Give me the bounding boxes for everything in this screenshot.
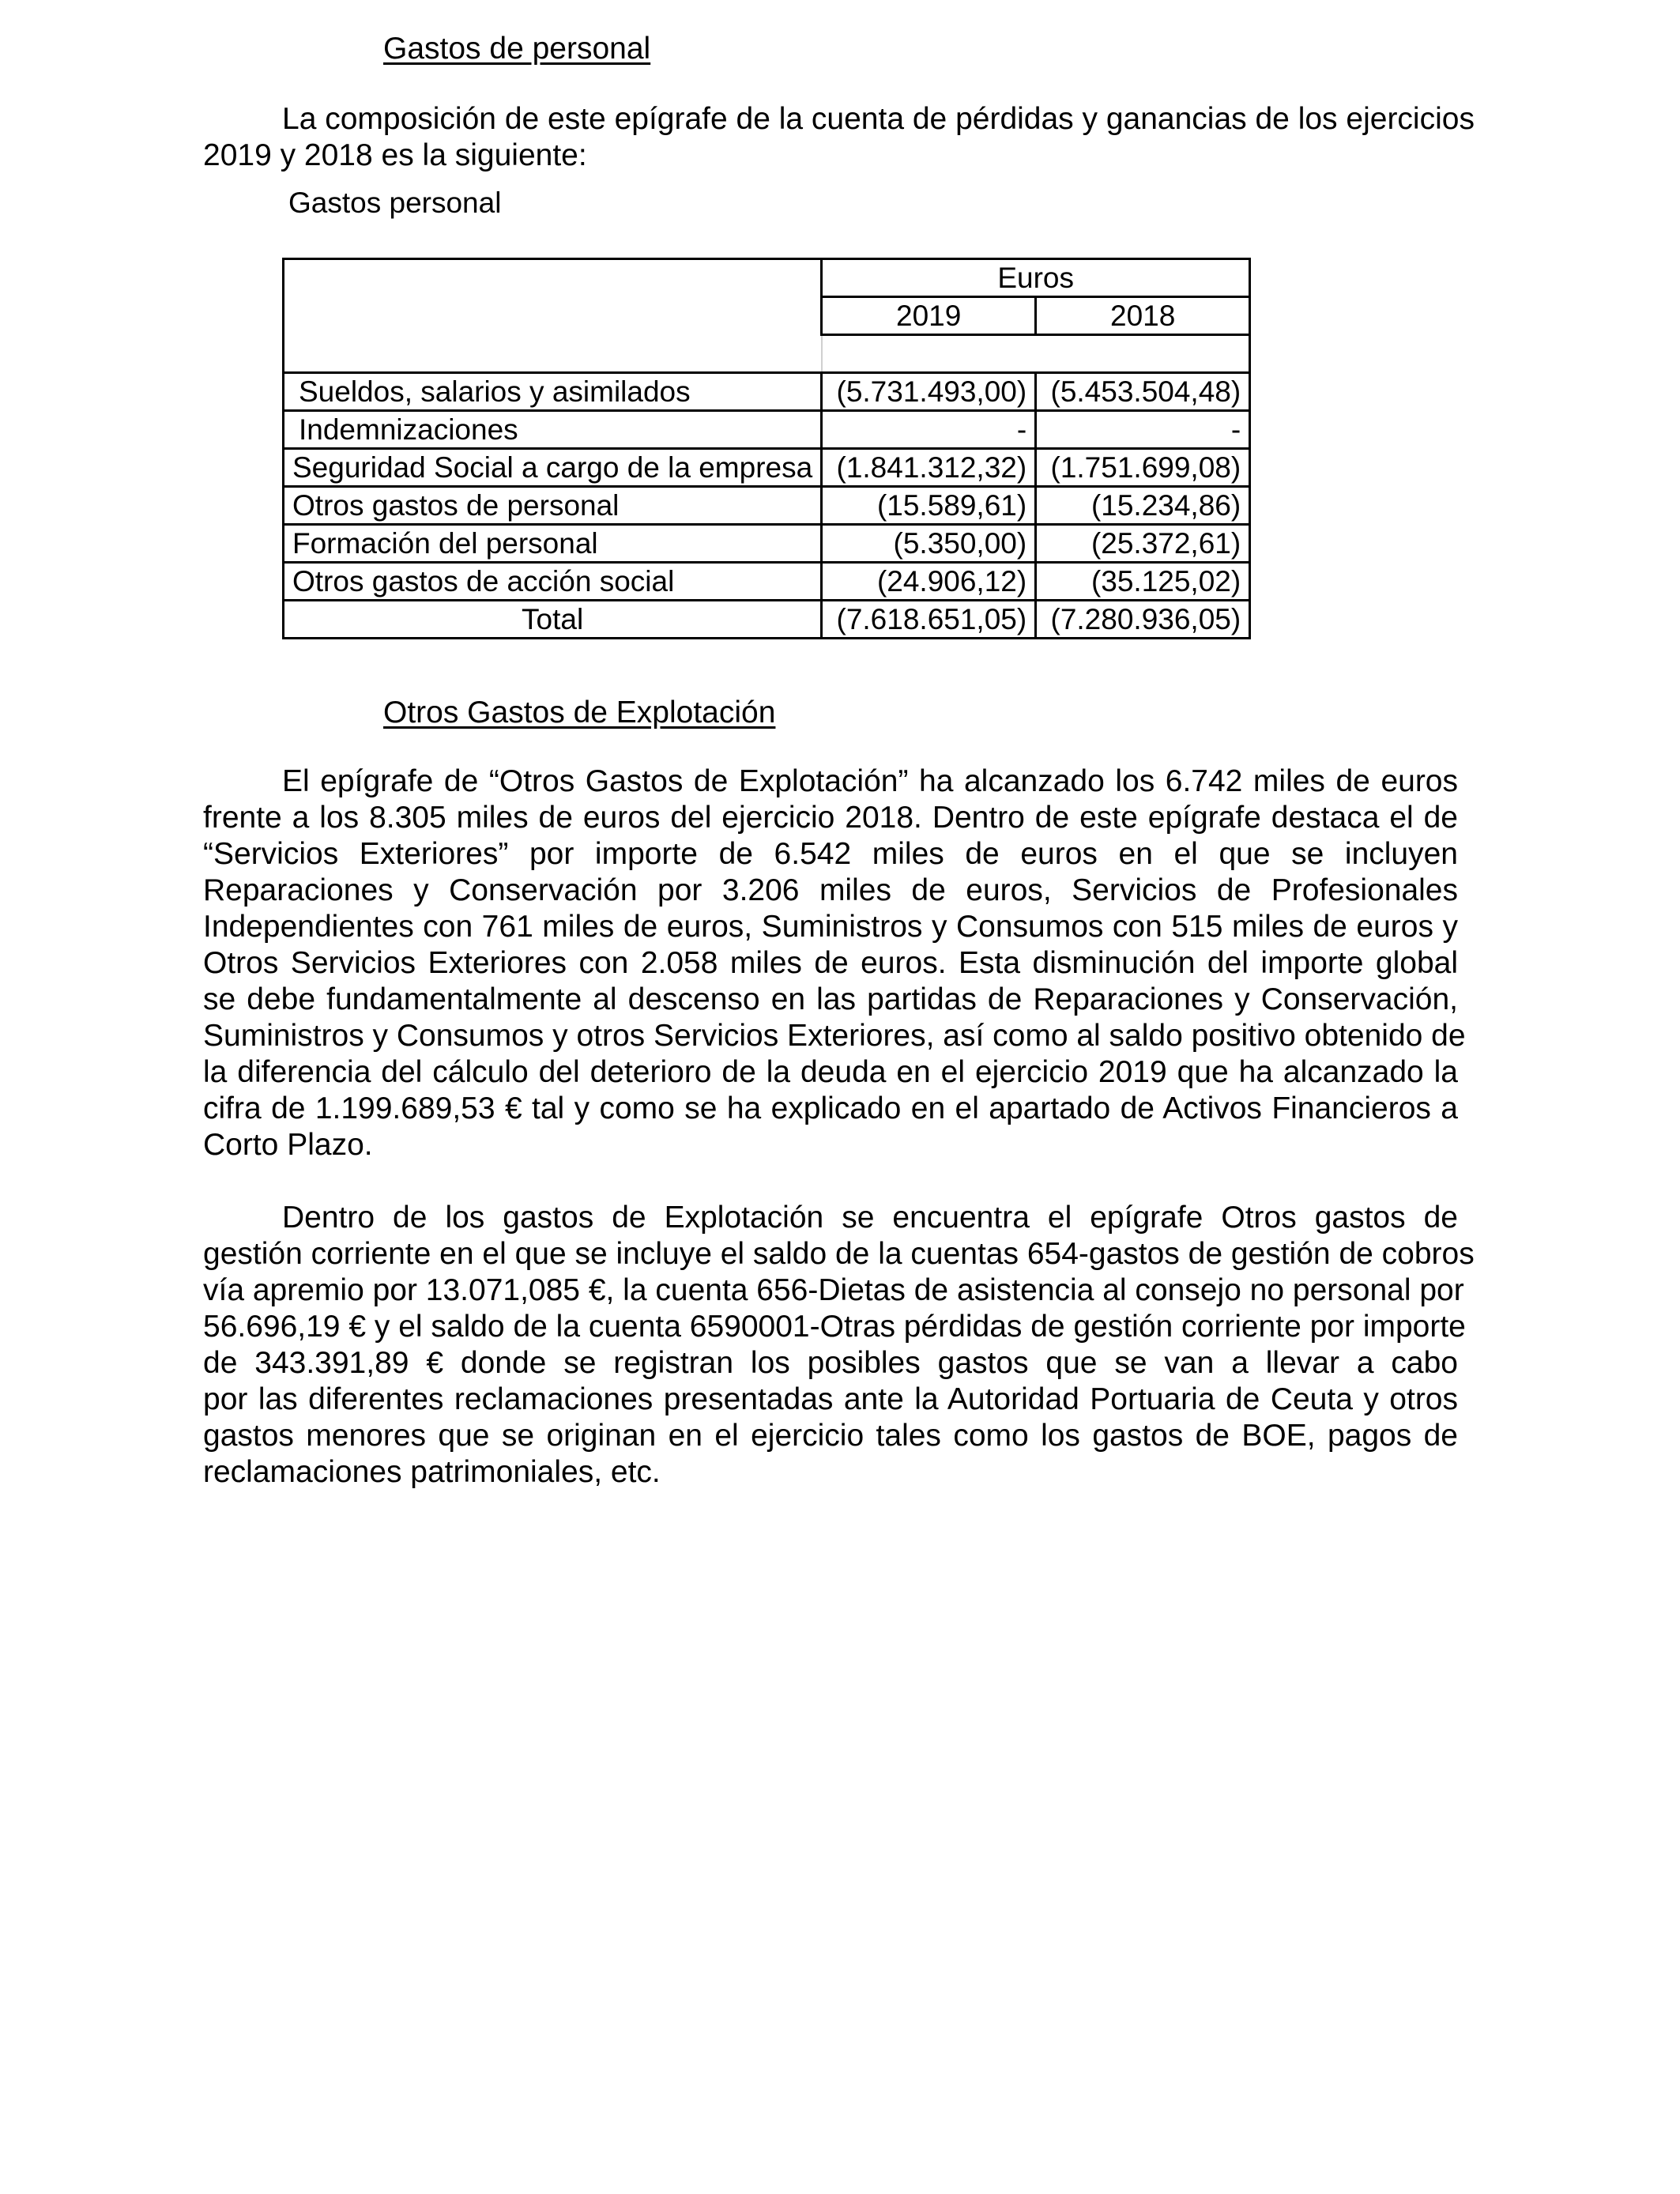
row-value-2019: (5.350,00) bbox=[822, 525, 1036, 563]
intro-paragraph bbox=[203, 101, 1475, 174]
table-row bbox=[284, 373, 1250, 411]
paragraph-line: Suministros y Consumos y otros Servicios Exteriores, así como al saldo positivo obtenido de bbox=[203, 1019, 1466, 1053]
paragraph-line: Corto Plazo. bbox=[203, 1128, 373, 1162]
header-year-2019: 2019 bbox=[822, 297, 1036, 335]
table-caption: Gastos personal bbox=[288, 187, 502, 219]
row-value-2019: (24.906,12) bbox=[822, 563, 1036, 601]
paragraph-line: cifra de 1.199.689,53 € tal y como se ha explicado en el apartado de Activos Financieros a bbox=[203, 1091, 1458, 1125]
row-label: Sueldos, salarios y asimilados bbox=[284, 373, 822, 411]
row-label: Otros gastos de acción social bbox=[284, 563, 822, 601]
spacer-cell bbox=[284, 335, 822, 373]
paragraph-line: 56.696,19 € y el saldo de la cuenta 6590001-Otras pérdidas de gestión corriente por importe bbox=[203, 1310, 1466, 1344]
table-row bbox=[284, 449, 1250, 487]
row-value-2018: - bbox=[1036, 411, 1250, 449]
gastos-personal-table bbox=[282, 258, 1251, 639]
header-year-2018: 2018 bbox=[1036, 297, 1250, 335]
paragraph-line: Dentro de los gastos de Explotación se encuentra el epígrafe Otros gastos de bbox=[282, 1201, 1458, 1235]
row-value-2018: (5.453.504,48) bbox=[1036, 373, 1250, 411]
row-value-2019: - bbox=[822, 411, 1036, 449]
table-row bbox=[284, 563, 1250, 601]
paragraph-line: gestión corriente en el que se incluye el saldo de la cuentas 654-gastos de gestión de cobros bbox=[203, 1237, 1475, 1271]
table-row bbox=[284, 525, 1250, 563]
table-row bbox=[284, 411, 1250, 449]
row-value-2018: (1.751.699,08) bbox=[1036, 449, 1250, 487]
table-years-row bbox=[284, 297, 1250, 335]
paragraph-line: reclamaciones patrimoniales, etc. bbox=[203, 1455, 661, 1489]
paragraph-line: frente a los 8.305 miles de euros del ejercicio 2018. Dentro de este epígrafe destaca el de bbox=[203, 801, 1458, 835]
spacer-cell bbox=[1036, 335, 1250, 373]
table-row bbox=[284, 487, 1250, 525]
row-value-2018: (35.125,02) bbox=[1036, 563, 1250, 601]
paragraph-line: Reparaciones y Conservación por 3.206 miles de euros, Servicios de Profesionales bbox=[203, 873, 1458, 907]
row-label: Seguridad Social a cargo de la empresa bbox=[284, 449, 822, 487]
section-heading-otros-gastos: Otros Gastos de Explotación bbox=[383, 696, 776, 729]
paragraph-line: gastos menores que se originan en el ejercicio tales como los gastos de BOE, pagos de bbox=[203, 1419, 1458, 1453]
table-total-row bbox=[284, 601, 1250, 639]
total-label: Total bbox=[284, 601, 822, 639]
section-heading-gastos-personal: Gastos de personal bbox=[383, 32, 651, 66]
paragraph-line: la diferencia del cálculo del deterioro de la deuda en el ejercicio 2019 que ha alcanzado la bbox=[203, 1055, 1458, 1089]
table-spacer-row bbox=[284, 335, 1250, 373]
row-value-2018: (25.372,61) bbox=[1036, 525, 1250, 563]
total-value-2019: (7.618.651,05) bbox=[822, 601, 1036, 639]
explotacion-paragraph-1 bbox=[203, 763, 1466, 1163]
paragraph-line: se debe fundamentalmente al descenso en las partidas de Reparaciones y Conservación, bbox=[203, 982, 1458, 1016]
paragraph-line: de 343.391,89 € donde se registran los posibles gastos que se van a llevar a cabo bbox=[203, 1346, 1458, 1380]
row-label: Formación del personal bbox=[284, 525, 822, 563]
paragraph-line: vía apremio por 13.071,085 €, la cuenta 656-Dietas de asistencia al consejo no personal por bbox=[203, 1273, 1464, 1307]
paragraph-line: por las diferentes reclamaciones presentadas ante la Autoridad Portuaria de Ceuta y otros bbox=[203, 1382, 1458, 1416]
paragraph-line: Otros Servicios Exteriores con 2.058 miles de euros. Esta disminución del importe global bbox=[203, 946, 1458, 980]
table-header-row bbox=[284, 259, 1250, 297]
row-label: Otros gastos de personal bbox=[284, 487, 822, 525]
row-label: Indemnizaciones bbox=[284, 411, 822, 449]
total-value-2018: (7.280.936,05) bbox=[1036, 601, 1250, 639]
row-value-2019: (5.731.493,00) bbox=[822, 373, 1036, 411]
spacer-cell bbox=[822, 335, 1036, 373]
paragraph-line: El epígrafe de “Otros Gastos de Explotación” ha alcanzado los 6.742 miles de euros bbox=[282, 764, 1458, 798]
paragraph-line: 2019 y 2018 es la siguiente: bbox=[203, 138, 587, 172]
row-value-2019: (15.589,61) bbox=[822, 487, 1036, 525]
years-empty-cell bbox=[284, 297, 822, 335]
row-value-2018: (15.234,86) bbox=[1036, 487, 1250, 525]
header-euros: Euros bbox=[822, 259, 1250, 297]
row-value-2019: (1.841.312,32) bbox=[822, 449, 1036, 487]
header-empty-cell bbox=[284, 259, 822, 297]
paragraph-line: Independientes con 761 miles de euros, Suministros y Consumos con 515 miles de euros y bbox=[203, 910, 1458, 944]
explotacion-paragraph-2 bbox=[203, 1200, 1475, 1491]
paragraph-line: “Servicios Exteriores” por importe de 6.542 miles de euros en el que se incluyen bbox=[203, 837, 1458, 871]
paragraph-line: La composición de este epígrafe de la cuenta de pérdidas y ganancias de los ejercicios bbox=[282, 102, 1475, 136]
